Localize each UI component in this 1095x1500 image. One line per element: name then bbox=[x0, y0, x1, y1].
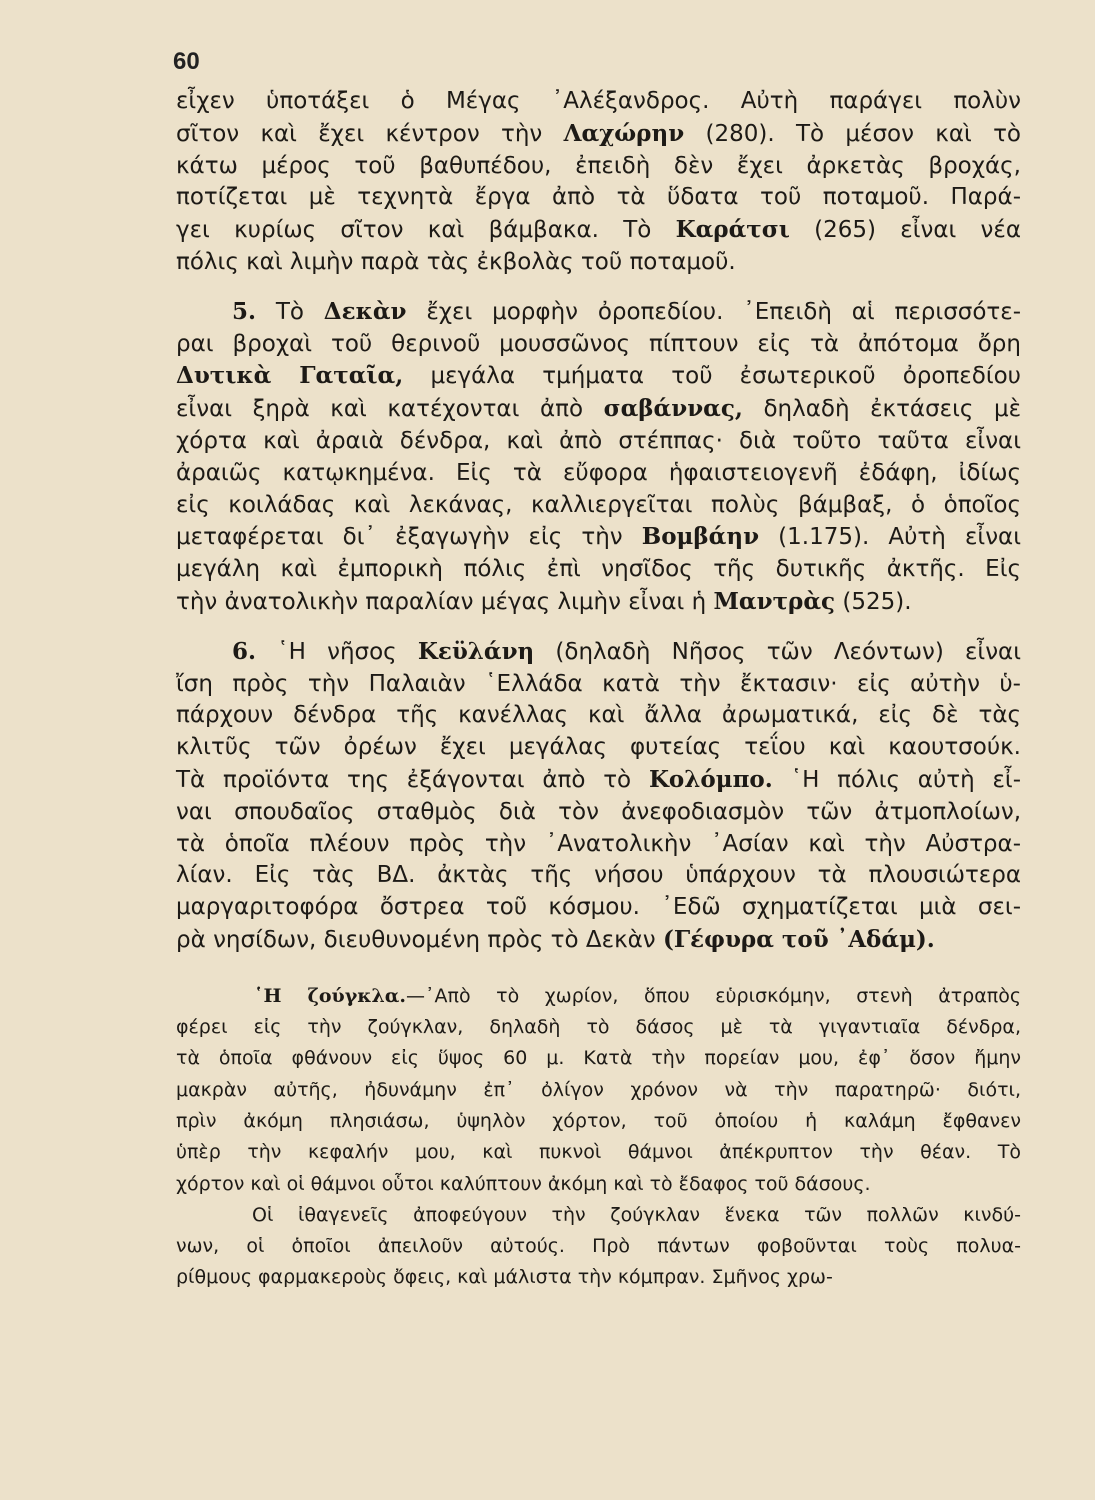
text-run: ρὰ νησίδων, διευθυνομένη πρὸς τὸ Δεκὰν bbox=[176, 926, 663, 953]
bold-term: Μαντρὰς bbox=[713, 587, 836, 615]
bold-term: Κολόμπο. bbox=[648, 765, 773, 793]
text-line bbox=[176, 458, 1021, 490]
text-line bbox=[176, 393, 1021, 426]
text-run: ἀραιῶς κατῳκημένα. Εἰς τὰ εὔφορα ἡφαιστειογενῆ ἐδάφη, ἰδίως bbox=[176, 459, 1021, 486]
paragraph bbox=[176, 636, 1021, 957]
text-line bbox=[176, 1169, 1021, 1200]
text-line bbox=[176, 924, 1021, 957]
text-line bbox=[176, 797, 1021, 829]
text-run: εἶχεν ὑποτάξει ὁ Μέγας ᾿Αλέξανδρος. Αὐτὴ παράγει πολὺν bbox=[176, 88, 1021, 114]
text-line bbox=[176, 1231, 1021, 1262]
text-line bbox=[176, 247, 1021, 279]
text-line bbox=[176, 296, 1021, 329]
paragraph bbox=[176, 86, 1021, 279]
bold-term: 5. bbox=[232, 297, 257, 325]
text-run: μεταφέρεται δι᾿ ἐξαγωγὴν εἰς τὴν bbox=[176, 524, 642, 551]
text-line bbox=[176, 860, 1021, 892]
bold-term: Καράτσι bbox=[675, 216, 790, 244]
text-run: ἔχει μορφὴν ὀροπεδίου. ᾿Επειδὴ αἱ περισσότε- bbox=[406, 298, 1021, 325]
text-line bbox=[176, 700, 1021, 732]
text-line bbox=[176, 329, 1021, 361]
text-run: χόρτα καὶ ἀραιὰ δένδρα, καὶ ἀπὸ στέππας· διὰ τοῦτο ταῦτα εἶναι bbox=[176, 427, 1021, 454]
text-line bbox=[176, 764, 1021, 797]
text-run: κλιτῦς τῶν ὀρέων ἔχει μεγάλας φυτείας τεΐου καὶ καουτσούκ. bbox=[176, 734, 1021, 761]
text-line bbox=[176, 1200, 1021, 1231]
bold-term: Βομβάην bbox=[641, 523, 760, 551]
bold-term: (Γέφυρα τοῦ ᾿Αδάμ). bbox=[662, 925, 935, 953]
text-line bbox=[176, 118, 1021, 151]
text-run: —᾿Απὸ τὸ χωρίον, ὅπου εὑρισκόμην, στενὴ ἀτραπὸς bbox=[406, 984, 1021, 1007]
text-run: εἶναι ξηρὰ καὶ κατέχονται ἀπὸ bbox=[176, 396, 604, 423]
text-line bbox=[176, 586, 1021, 619]
text-run: Τὸ bbox=[256, 298, 324, 325]
text-line bbox=[176, 829, 1021, 861]
text-line bbox=[176, 636, 1021, 669]
text-run: ῾Η πόλις αὐτὴ εἶ- bbox=[772, 766, 1021, 793]
text-run: χόρτον καὶ οἱ θάμνοι οὗτοι καλύπτουν ἀκόμη καὶ τὸ ἔδαφος τοῦ δάσους. bbox=[176, 1172, 871, 1195]
text-line bbox=[176, 426, 1021, 458]
text-run: ἴση πρὸς τὴν Παλαιὰν ῾Ελλάδα κατὰ τὴν ἔκτασιν· εἰς αὐτὴν ὑ- bbox=[176, 670, 1021, 697]
text-line bbox=[176, 669, 1021, 701]
text-run: μεγάλα τμήματα τοῦ ἐσωτερικοῦ ὀροπεδίου bbox=[403, 363, 1021, 390]
text-run: τὰ ὁποῖα φθάνουν εἰς ὕψος 60 μ. Κατὰ τὴν πορείαν μου, ἐφ᾿ ὅσον ἤμην bbox=[176, 1047, 1021, 1070]
text-run: ὑπὲρ τὴν κεφαλήν μου, καὶ πυκνοὶ θάμνοι ἀπέκρυπτον τὴν θέαν. Τὸ bbox=[176, 1141, 1021, 1164]
page-body bbox=[176, 86, 1021, 1294]
text-run: ναι σπουδαῖος σταθμὸς διὰ τὸν ἀνεφοδιασμὸν τῶν ἀτμοπλοίων, bbox=[176, 798, 1021, 825]
text-line bbox=[176, 981, 1021, 1012]
text-run: (265) εἶναι νέα bbox=[789, 217, 1021, 244]
text-line bbox=[176, 1106, 1021, 1137]
text-run: (280). Τὸ μέσον καὶ τὸ bbox=[684, 120, 1021, 147]
text-run: πόλις καὶ λιμὴν παρὰ τὰς ἐκβολὰς τοῦ ποταμοῦ. bbox=[176, 248, 736, 275]
text-line bbox=[176, 732, 1021, 764]
text-run: μαργαριτοφόρα ὄστρεα τοῦ κόσμου. ᾿Εδῶ σχηματίζεται μιὰ σει- bbox=[176, 894, 1021, 921]
text-run: τὰ ὁποῖα πλέουν πρὸς τὴν ᾿Ανατολικὴν ᾿Ασίαν καὶ τὴν Αὐστρα- bbox=[176, 830, 1021, 857]
text-run: μεγάλη καὶ ἐμπορικὴ πόλις ἐπὶ νησῖδος τῆς δυτικῆς ἀκτῆς. Εἰς bbox=[176, 556, 1021, 583]
text-run: δηλαδὴ ἐκτάσεις μὲ bbox=[742, 396, 1022, 423]
text-line bbox=[176, 1075, 1021, 1106]
text-run: (1.175). Αὐτὴ εἶναι bbox=[759, 524, 1021, 551]
text-line bbox=[176, 554, 1021, 586]
text-run: τὴν ἀνατολικὴν παραλίαν μέγας λιμὴν εἶναι ἡ bbox=[176, 588, 714, 615]
bold-term: ῾Η ζούγκλα. bbox=[254, 984, 407, 1007]
text-run: πάρχουν δένδρα τῆς κανέλλας καὶ ἄλλα ἀρωματικά, εἰς δὲ τὰς bbox=[176, 702, 1021, 729]
text-run: (δηλαδὴ Νῆσος τῶν Λεόντων) εἶναι bbox=[534, 638, 1021, 665]
page-number: 60 bbox=[173, 48, 200, 75]
text-run: πρὶν ἀκόμη πλησιάσω, ὑψηλὸν χόρτον, τοῦ ὁποίου ἡ καλάμη ἔφθανεν bbox=[176, 1109, 1021, 1132]
footnote-zungle bbox=[176, 981, 1021, 1294]
bold-term: σαβάννας, bbox=[603, 395, 743, 423]
bold-term: Δεκὰν bbox=[323, 297, 407, 325]
paragraph bbox=[176, 296, 1021, 619]
bold-term: Λαχώρην bbox=[563, 119, 685, 147]
text-run: φέρει εἰς τὴν ζούγκλαν, δηλαδὴ τὸ δάσος μὲ τὰ γιγαντιαῖα δένδρα, bbox=[176, 1016, 1021, 1039]
text-line bbox=[176, 1012, 1021, 1043]
text-run: (525). bbox=[835, 588, 912, 615]
text-run: εἰς κοιλάδας καὶ λεκάνας, καλλιεργεῖται πολὺς βάμβαξ, ὁ ὁποῖος bbox=[176, 491, 1021, 518]
bold-term: 6. bbox=[232, 637, 257, 665]
bold-term: Κεϋλάνη bbox=[417, 637, 535, 665]
text-run: Οἱ ἰθαγενεῖς ἀποφεύγουν τὴν ζούγκλαν ἕνεκα τῶν πολλῶν κινδύ- bbox=[252, 1203, 1021, 1226]
text-run: μακρὰν αὐτῆς, ἠδυνάμην ἐπ᾿ ὀλίγον χρόνον νὰ τὴν παρατηρῶ· διότι, bbox=[176, 1078, 1021, 1101]
text-line bbox=[176, 86, 1021, 118]
bold-term: Δυτικὰ Γαταῖα, bbox=[176, 362, 404, 390]
text-line bbox=[176, 892, 1021, 924]
main-text bbox=[176, 86, 1021, 957]
text-line bbox=[176, 214, 1021, 247]
text-line bbox=[176, 1262, 1021, 1293]
text-run: ποτίζεται μὲ τεχνητὰ ἔργα ἀπὸ τὰ ὕδατα τοῦ ποταμοῦ. Παρά- bbox=[176, 184, 1021, 211]
text-run: ραι βροχαὶ τοῦ θερινοῦ μουσσῶνος πίπτουν εἰς τὰ ἀπότομα ὄρη bbox=[176, 330, 1021, 357]
text-run: λίαν. Εἰς τὰς ΒΔ. ἀκτὰς τῆς νήσου ὑπάρχουν τὰ πλουσιώτερα bbox=[176, 862, 1021, 889]
text-run: γει κυρίως σῖτον καὶ βάμβακα. Τὸ bbox=[176, 217, 676, 244]
text-run: σῖτον καὶ ἔχει κέντρον τὴν bbox=[176, 120, 564, 147]
text-line bbox=[176, 521, 1021, 554]
text-run: νων, οἱ ὁποῖοι ἀπειλοῦν αὐτούς. Πρὸ πάντων φοβοῦνται τοὺς πολυα- bbox=[176, 1235, 1021, 1258]
text-run: κάτω μέρος τοῦ βαθυπέδου, ἐπειδὴ δὲν ἔχει ἀρκετὰς βροχάς, bbox=[176, 152, 1021, 179]
text-line bbox=[176, 360, 1021, 393]
text-line bbox=[176, 1043, 1021, 1074]
text-line bbox=[176, 1137, 1021, 1168]
text-run: Τὰ προϊόντα της ἐξάγονται ἀπὸ τὸ bbox=[176, 766, 649, 793]
text-run: ῾Η νῆσος bbox=[256, 638, 418, 665]
text-line bbox=[176, 182, 1021, 214]
text-run: ρίθμους φαρμακεροὺς ὄφεις, καὶ μάλιστα τὴν κόμπραν. Σμῆνος χρω- bbox=[176, 1266, 833, 1289]
text-line bbox=[176, 151, 1021, 183]
text-line bbox=[176, 490, 1021, 522]
